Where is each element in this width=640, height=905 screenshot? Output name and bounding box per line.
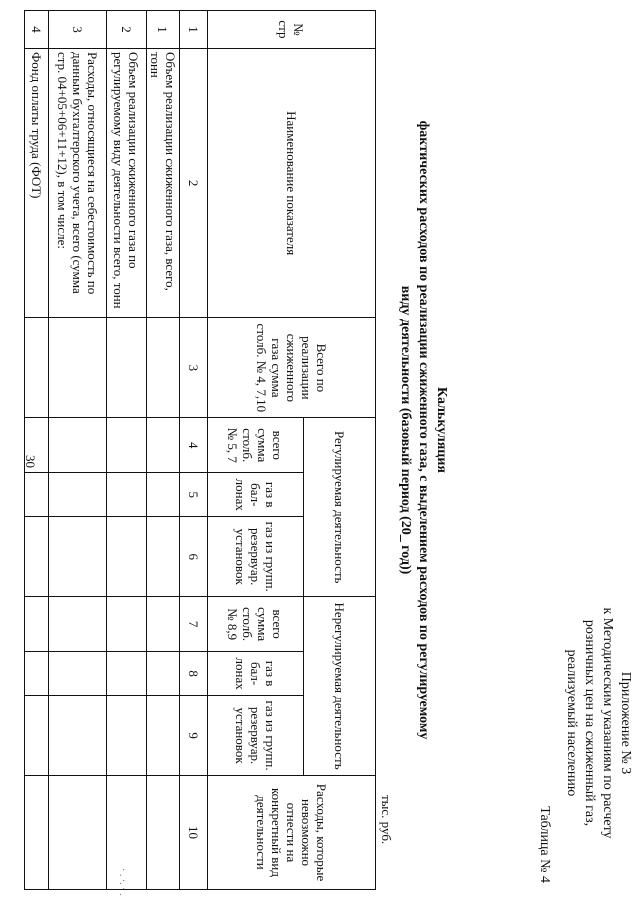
column-number: 6 bbox=[180, 517, 208, 597]
table-cell bbox=[107, 696, 147, 776]
table-cell bbox=[147, 597, 180, 652]
header-indicator-name: Наименование показателя bbox=[208, 48, 376, 317]
title-line: виду деятельности (базовый период (20_ год)) bbox=[398, 285, 413, 575]
table-cell bbox=[49, 776, 107, 890]
header-unreg-total: всего сумма столб. № 8,9 bbox=[208, 597, 304, 652]
header-total: Всего по реализации сжиженного газа сумма столб. № 4, 7,10 bbox=[208, 318, 376, 418]
column-number: 8 bbox=[180, 652, 208, 696]
appendix-line: розничных цен на сжиженный газ, bbox=[582, 619, 597, 827]
column-number: 9 bbox=[180, 696, 208, 776]
table-cell bbox=[107, 652, 147, 696]
table-cell bbox=[49, 517, 107, 597]
table-cell bbox=[25, 517, 49, 597]
header-other-expenses: Расходы, которые невозможно отнести на конкретный вид деятельности bbox=[208, 776, 376, 890]
appendix-line: реализуемый населению bbox=[564, 649, 579, 797]
row-number: 1 bbox=[147, 11, 180, 49]
table-cell bbox=[147, 517, 180, 597]
table-cell bbox=[25, 318, 49, 418]
table-cell bbox=[107, 517, 147, 597]
header-unreg-tanks: газ из групп. резервуар. установок bbox=[208, 696, 304, 776]
table-cell bbox=[147, 652, 180, 696]
table-cell bbox=[147, 776, 180, 890]
table-cell bbox=[49, 597, 107, 652]
column-number-row bbox=[180, 11, 208, 890]
table-row bbox=[147, 11, 180, 890]
table-cell bbox=[107, 318, 147, 418]
table-cell bbox=[107, 776, 147, 890]
header-reg-tanks: газ из групп. резервуар. установок bbox=[208, 517, 304, 597]
table-cell bbox=[147, 318, 180, 418]
title-line: Калькуляция bbox=[434, 386, 449, 473]
table-cell bbox=[25, 473, 49, 517]
column-number: 4 bbox=[180, 418, 208, 473]
header-unregulated-group: Нерегулируемая деятельность bbox=[304, 597, 376, 776]
table-number: Таблица № 4 bbox=[537, 806, 552, 883]
column-number: 1 bbox=[180, 11, 208, 49]
column-number: 2 bbox=[180, 48, 208, 317]
header-row-number: № стр bbox=[208, 11, 376, 49]
header-unreg-cylinders: газ в бал-лонах bbox=[208, 652, 304, 696]
table-cell bbox=[49, 473, 107, 517]
table-cell bbox=[107, 597, 147, 652]
row-indicator-name: Объем реализации сжиженного газа по регулируемому виду деятельности всего, тонн bbox=[107, 48, 147, 317]
table-cell bbox=[147, 418, 180, 473]
column-number: 10 bbox=[180, 776, 208, 890]
row-indicator-name: Фонд оплаты труда (ФОТ) bbox=[25, 48, 49, 317]
table-cell bbox=[49, 318, 107, 418]
table-cell bbox=[25, 597, 49, 652]
column-number: 5 bbox=[180, 473, 208, 517]
scan-marks: · . ·. · . bbox=[117, 868, 128, 896]
page-number: 30 bbox=[23, 455, 38, 468]
header-reg-cylinders: газ в бал-лонах bbox=[208, 473, 304, 517]
row-number: 2 bbox=[107, 11, 147, 49]
row-number: 4 bbox=[25, 11, 49, 49]
header-reg-total: всего сумма столб. № 5, 7 bbox=[208, 418, 304, 473]
appendix-line: к Методическим указаниям по расчету bbox=[600, 607, 615, 839]
units-label: тыс. руб. bbox=[379, 795, 394, 845]
appendix-heading bbox=[562, 563, 634, 883]
row-indicator-name: Расходы, относящиеся на себестоимость по данным бухгалтерского учета, всего (сумма стр. 04+05+06+11+12), в том числе: bbox=[49, 48, 107, 317]
table-cell bbox=[25, 418, 49, 473]
table-cell bbox=[49, 418, 107, 473]
document-title bbox=[396, 40, 450, 820]
table-cell bbox=[107, 473, 147, 517]
row-number: 3 bbox=[49, 11, 107, 49]
table-cell bbox=[147, 696, 180, 776]
table-cell bbox=[25, 776, 49, 890]
table-cell bbox=[49, 652, 107, 696]
calculation-table bbox=[24, 10, 376, 890]
table-cell bbox=[107, 418, 147, 473]
appendix-line: Приложение № 3 bbox=[618, 671, 633, 775]
table-cell bbox=[147, 473, 180, 517]
table-row bbox=[25, 11, 49, 890]
table-cell bbox=[25, 696, 49, 776]
column-number: 3 bbox=[180, 318, 208, 418]
title-line: фактических расходов по реализации сжиженного газа, с выделением расходов по регулируемому bbox=[416, 120, 431, 740]
table-cell bbox=[25, 652, 49, 696]
row-indicator-name: Объем реализации сжиженного газа, всего, тонн bbox=[147, 48, 180, 317]
header-regulated-group: Регулируемая деятельность bbox=[304, 418, 376, 597]
table-row bbox=[107, 11, 147, 890]
table-row bbox=[49, 11, 107, 890]
column-number: 7 bbox=[180, 597, 208, 652]
table-cell bbox=[49, 696, 107, 776]
